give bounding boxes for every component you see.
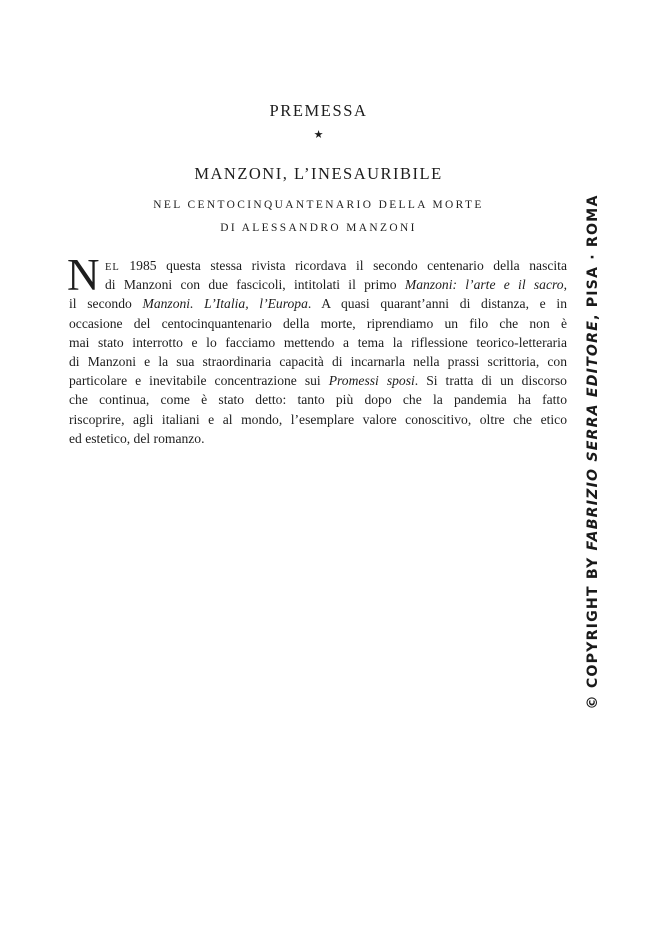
italic-title: Manzoni: l’arte e il sacro (404, 277, 564, 293)
body-paragraph (67, 250, 567, 448)
paragraph-line (69, 256, 567, 275)
line-text: . A quasi quarant’anni di distanza, e in (307, 296, 567, 312)
subtitle-line-1: NEL CENTOCINQUANTENARIO DELLA MORTE (153, 199, 484, 211)
copyright-text (585, 194, 601, 709)
paragraph-line: riscoprire, agli italiani e al mondo, l’esemplare valore conoscitivo, oltre che etico (69, 411, 567, 427)
copyright-suffix: , PISA · ROMA (585, 194, 601, 320)
copyright-prefix: © COPYRIGHT BY (585, 550, 601, 710)
line-text: particolare e inevitabile concentrazione sui (69, 373, 329, 389)
line-text: 1985 questa stessa rivista ricordava il secondo centenario della nascita (119, 258, 567, 273)
paragraph-line: di Manzoni e la sua straordinaria capacità di incarnarla nella prassi scrittoria, con (69, 353, 567, 369)
paragraph-line (69, 294, 567, 313)
subtitle-line-2: DI ALESSANDRO MANZONI (220, 222, 417, 234)
line-text: , (563, 277, 567, 293)
article-title: MANZONI, L’INESAURIBILE (194, 164, 443, 183)
italic-title: Promessi sposi (328, 373, 415, 389)
small-caps-text: EL (105, 262, 120, 273)
paragraph-line: che continua, come è stato detto: tanto più dopo che la pandemia ha fatto (69, 392, 567, 408)
line-text: . Si tratta di un discorso (414, 373, 567, 389)
paragraph-line: occasione del centocinquantenario della morte, riprendiamo un filo che non è (69, 315, 567, 331)
line-text: di Manzoni con due fascicoli, intitolati il primo (105, 277, 405, 293)
paragraph-line (69, 371, 567, 390)
drop-cap: N (67, 250, 100, 300)
paragraph-line: mai stato interrotto e lo facciamo mettendo a tema la riflessione teorico-letteraria (69, 334, 567, 350)
paragraph-line (69, 275, 567, 294)
copyright-publisher: FABRIZIO SERRA EDITORE (585, 319, 601, 551)
paragraph-line: ed estetico, del romanzo. (69, 430, 205, 446)
section-title: PREMESSA (269, 101, 368, 120)
italic-title: Manzoni. L’Italia, l’Europa (142, 296, 308, 312)
star-separator: ★ (313, 129, 324, 141)
line-text: il secondo (69, 296, 143, 312)
